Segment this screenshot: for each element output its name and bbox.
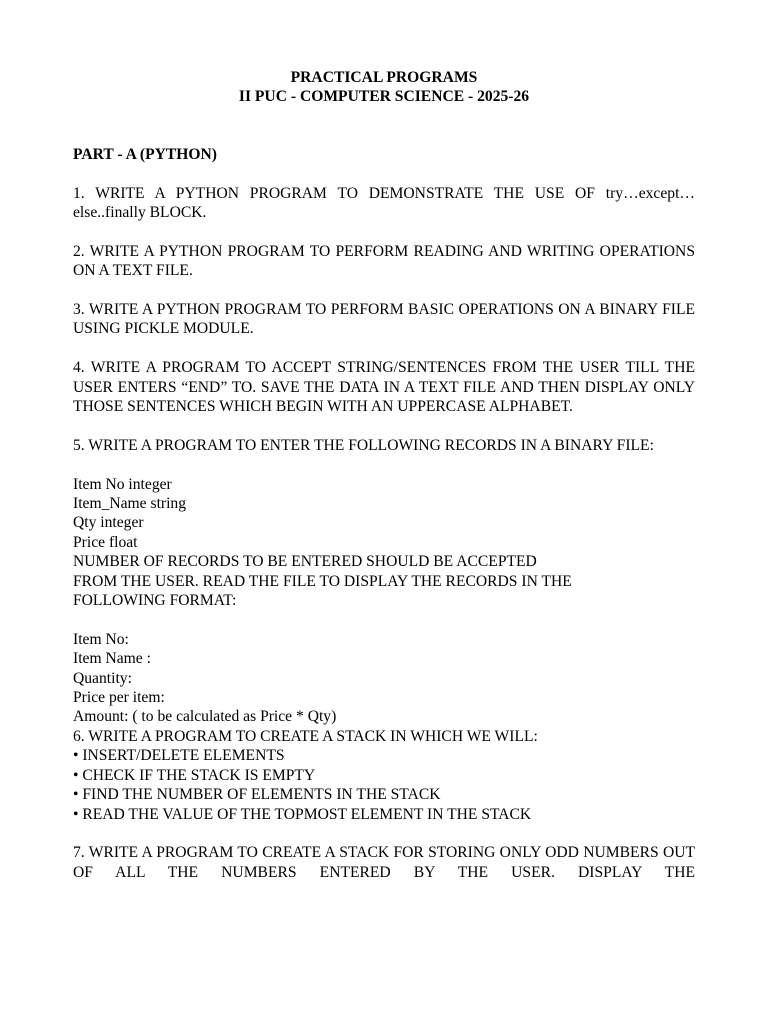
field-line: Price float bbox=[73, 533, 138, 551]
part-heading: PART - A (PYTHON) bbox=[73, 145, 217, 163]
note-line: NUMBER OF RECORDS TO BE ENTERED SHOULD BE ACCEPTED bbox=[73, 553, 537, 571]
format-line: Quantity: bbox=[73, 669, 132, 687]
document-title-line-2: II PUC - COMPUTER SCIENCE - 2025-26 bbox=[238, 88, 530, 106]
bullet-item: • CHECK IF THE STACK IS EMPTY bbox=[73, 766, 316, 784]
program-4: 4. WRITE A PROGRAM TO ACCEPT STRING/SENTENCES FROM THE USER TILL THE USER ENTERS “END” TO. SAVE THE DATA IN A TEXT FILE AND THEN DISPLAY ONLY THOSE SENTENCES WHICH BEGIN WITH AN UPPERCASE ALPHABET. bbox=[73, 359, 695, 416]
program-2: 2. WRITE A PYTHON PROGRAM TO PERFORM READING AND WRITING OPERATIONS ON A TEXT FILE. bbox=[73, 242, 695, 280]
field-line: Qty integer bbox=[73, 514, 144, 532]
program-5-format bbox=[73, 630, 695, 727]
bullet-item: • INSERT/DELETE ELEMENTS bbox=[73, 747, 285, 765]
format-line: Item No: bbox=[73, 630, 129, 648]
format-line: Item Name : bbox=[73, 650, 151, 668]
program-5-fields bbox=[73, 475, 695, 611]
program-1: 1. WRITE A PYTHON PROGRAM TO DEMONSTRATE THE USE OF try…except… else..finally BLOCK. bbox=[73, 184, 695, 222]
program-7: 7. WRITE A PROGRAM TO CREATE A STACK FOR STORING ONLY ODD NUMBERS OUT OF ALL THE NUMBERS ENTERED BY THE USER. DISPLAY THE bbox=[73, 844, 695, 881]
field-line: Item No integer bbox=[73, 475, 172, 493]
note-line: FOLLOWING FORMAT: bbox=[73, 592, 237, 610]
format-line: Amount: ( to be calculated as Price * Qty) bbox=[73, 708, 337, 726]
document-page bbox=[73, 68, 695, 882]
program-6: 6. WRITE A PROGRAM TO CREATE A STACK IN WHICH WE WILL: bbox=[73, 727, 538, 745]
program-6-bullets bbox=[73, 746, 695, 824]
program-3: 3. WRITE A PYTHON PROGRAM TO PERFORM BASIC OPERATIONS ON A BINARY FILE USING PICKLE MODULE. bbox=[73, 301, 695, 338]
document-title-line-1: PRACTICAL PROGRAMS bbox=[290, 69, 478, 86]
note-line: FROM THE USER. READ THE FILE TO DISPLAY THE RECORDS IN THE bbox=[73, 572, 572, 590]
bullet-item: • FIND THE NUMBER OF ELEMENTS IN THE STACK bbox=[73, 786, 441, 804]
format-line: Price per item: bbox=[73, 689, 165, 707]
bullet-item: • READ THE VALUE OF THE TOPMOST ELEMENT IN THE STACK bbox=[73, 805, 532, 823]
field-line: Item_Name string bbox=[73, 495, 187, 513]
program-5: 5. WRITE A PROGRAM TO ENTER THE FOLLOWING RECORDS IN A BINARY FILE: bbox=[73, 436, 654, 454]
